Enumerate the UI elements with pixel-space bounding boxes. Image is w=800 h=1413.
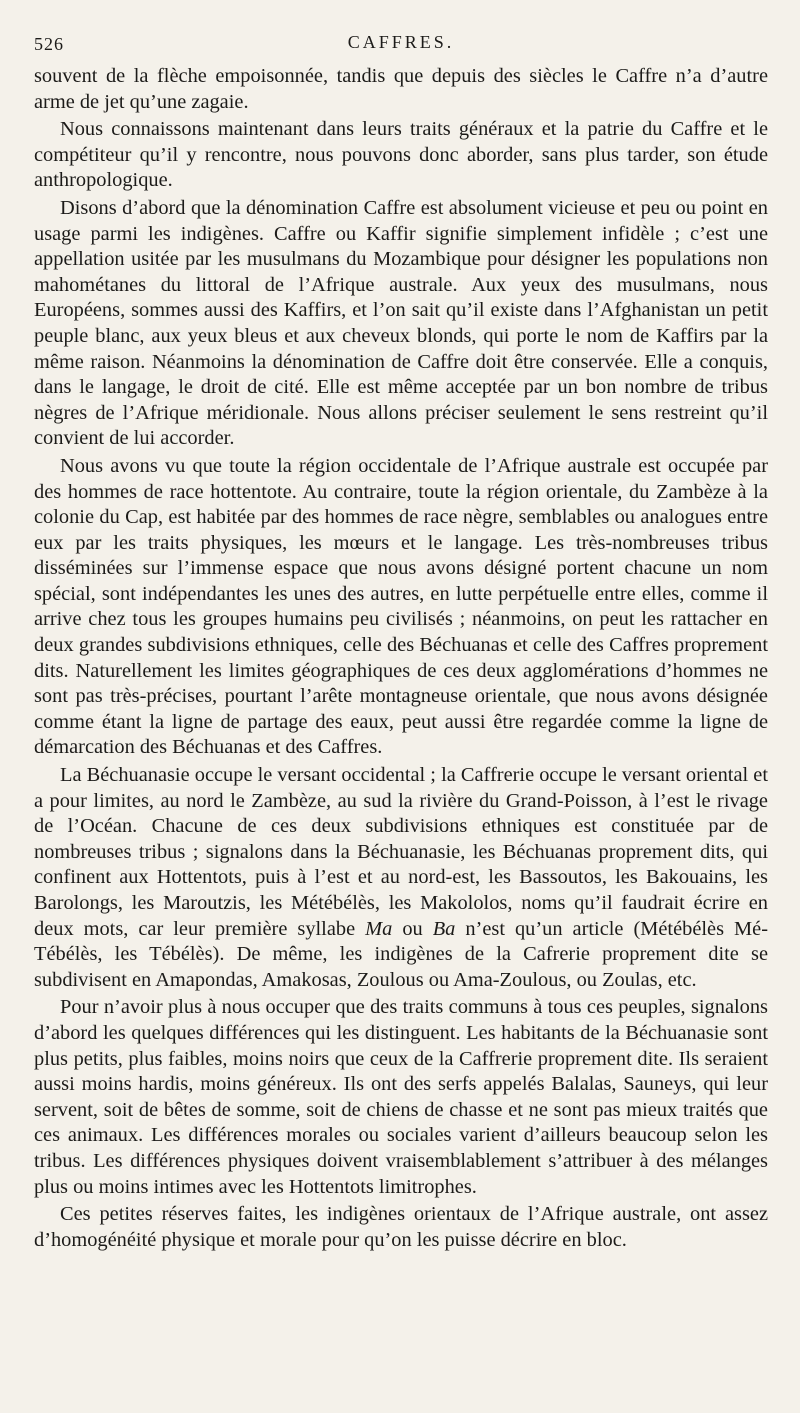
paragraph-4-text: Nous avons vu que toute la région occidentale de l’Afrique australe est occupée par des hommes de race hottentote. Au contraire, toute la région orientale, du Zambèze à la colonie du Cap, est habitée par des hommes de race nègre, semblables ou analogues entre eux par les traits physiques, les mœurs et le langage. Les très-nombreuses tribus disséminées sur l’immense espace que nous avons désigné portent chacune un nom spécial, sont indépendantes les unes des autres, en lutte perpétuelle entre elles, comme il arrive chez tous les groupes humains peu civilisés ; néanmoins, on peut les rattacher en deux grandes subdivisions ethniques, celle des Béchuanas et celle des Caffres proprement dits. Naturellement les limites géographiques de ces deux agglomérations d’hommes ne sont pas très-précises, pourtant l’arête montagneuse orientale, que nous avons désignée comme étant la ligne de partage des eaux, peut aussi être regardée comme la ligne de démarcation des Béchuanas et des Caffres. — [34, 454, 768, 759]
page-number: 526 — [34, 34, 64, 54]
paragraph-1-text: souvent de la flèche empoisonnée, tandis que depuis des siècles le Caffre n’a d’autre arme de jet qu’une zagaie. — [34, 65, 768, 113]
running-title: CAFFRES. — [347, 32, 455, 52]
paragraph-5 — [34, 763, 768, 993]
paragraph-7 — [34, 1202, 768, 1253]
paragraph-3-text: Disons d’abord que la dénomination Caffre est absolument vicieuse et peu ou point en usage parmi les indigènes. Caffre ou Kaffir signifie simplement infidèle ; c’est une appellation usitée par les musulmans du Mozambique pour désigner les populations non mahométanes du littoral de l’Afrique australe. Aux yeux des musulmans, nous Européens, sommes aussi des Kaffirs, et l’on sait qu’il existe dans l’Afghanistan un petit peuple blanc, aux yeux bleus et aux cheveux blonds, qui porte le nom de Kaffirs par la même raison. Néanmoins la dénomination de Caffre doit être conservée. Elle a conquis, dans le langage, le droit de cité. Elle est même acceptée par un bon nombre de tribus nègres de l’Afrique méridionale. Nous allons préciser seulement le sens restreint qu’il convient de lui accorder. — [34, 196, 768, 450]
paragraph-5-text-a: La Béchuanasie occupe le versant occidental ; la Caffrerie occupe le versant oriental et a pour limites, au nord le Zambèze, au sud la rivière du Grand-Poisson, à l’est le rivage de l’Océan. Chacune de ces deux subdivisions ethniques est constituée par de nombreuses tribus ; signalons dans la Béchuanasie, les Béchuanas proprement dits, qui confinent aux Hottentots, puis à l’est et au nord-est, les Bassoutos, les Bakouains, les Barolongs, les Maroutzis, les Métébélès, les Makololos, noms qu’il faudrait écrire en deux mots, car leur première syllabe — [34, 764, 768, 940]
running-head — [34, 30, 768, 64]
paragraph-3 — [34, 196, 768, 452]
paragraph-6-text: Pour n’avoir plus à nous occuper que des traits communs à tous ces peuples, signalons d’abord les quelques différences qui les distinguent. Les habitants de la Béchuanasie sont plus petits, plus faibles, moins noirs que ceux de la Caffrerie proprement dite. Ils seraient aussi moins hardis, moins généreux. Ils ont des serfs appelés Balalas, Sauneys, qui leur servent, soit de bêtes de somme, soit de chiens de chasse et ne sont pas mieux traités que ces animaux. Les différences morales ou sociales varient d’ailleurs beaucoup selon les tribus. Les différences physiques doivent vraisemblablement s’attribuer à des mélanges plus ou moins intimes avec les Hottentots limitrophes. — [34, 996, 768, 1198]
paragraph-2-text: Nous connaissons maintenant dans leurs traits généraux et la patrie du Caffre et le compétiteur qu’il y rencontre, nous pouvons donc aborder, sans plus tarder, son étude anthropologique. — [34, 118, 768, 192]
paragraph-6 — [34, 995, 768, 1200]
paragraph-7-text: Ces petites réserves faites, les indigènes orientaux de l’Afrique australe, ont assez d’homogénéité physique et morale pour qu’on les puisse décrire en bloc. — [34, 1203, 768, 1251]
paragraph-5-text-b: ou — [392, 917, 433, 940]
paragraph-5-italic-ba: Ba — [432, 917, 456, 940]
paragraph-4 — [34, 454, 768, 761]
paragraph-2 — [34, 117, 768, 194]
paragraph-5-text-c: n’est qu’un article (Métébélès Mé-Tébélès, les Tébélès). De même, les indigènes de la Cafrerie proprement dite se subdivisent en Amapondas, Amakosas, Zoulous ou Ama-Zoulous, ou Zoulas, etc. — [34, 917, 769, 991]
paragraph-1 — [34, 64, 768, 115]
paragraph-5-italic-ma: Ma — [365, 917, 393, 940]
body-text — [34, 64, 768, 1253]
